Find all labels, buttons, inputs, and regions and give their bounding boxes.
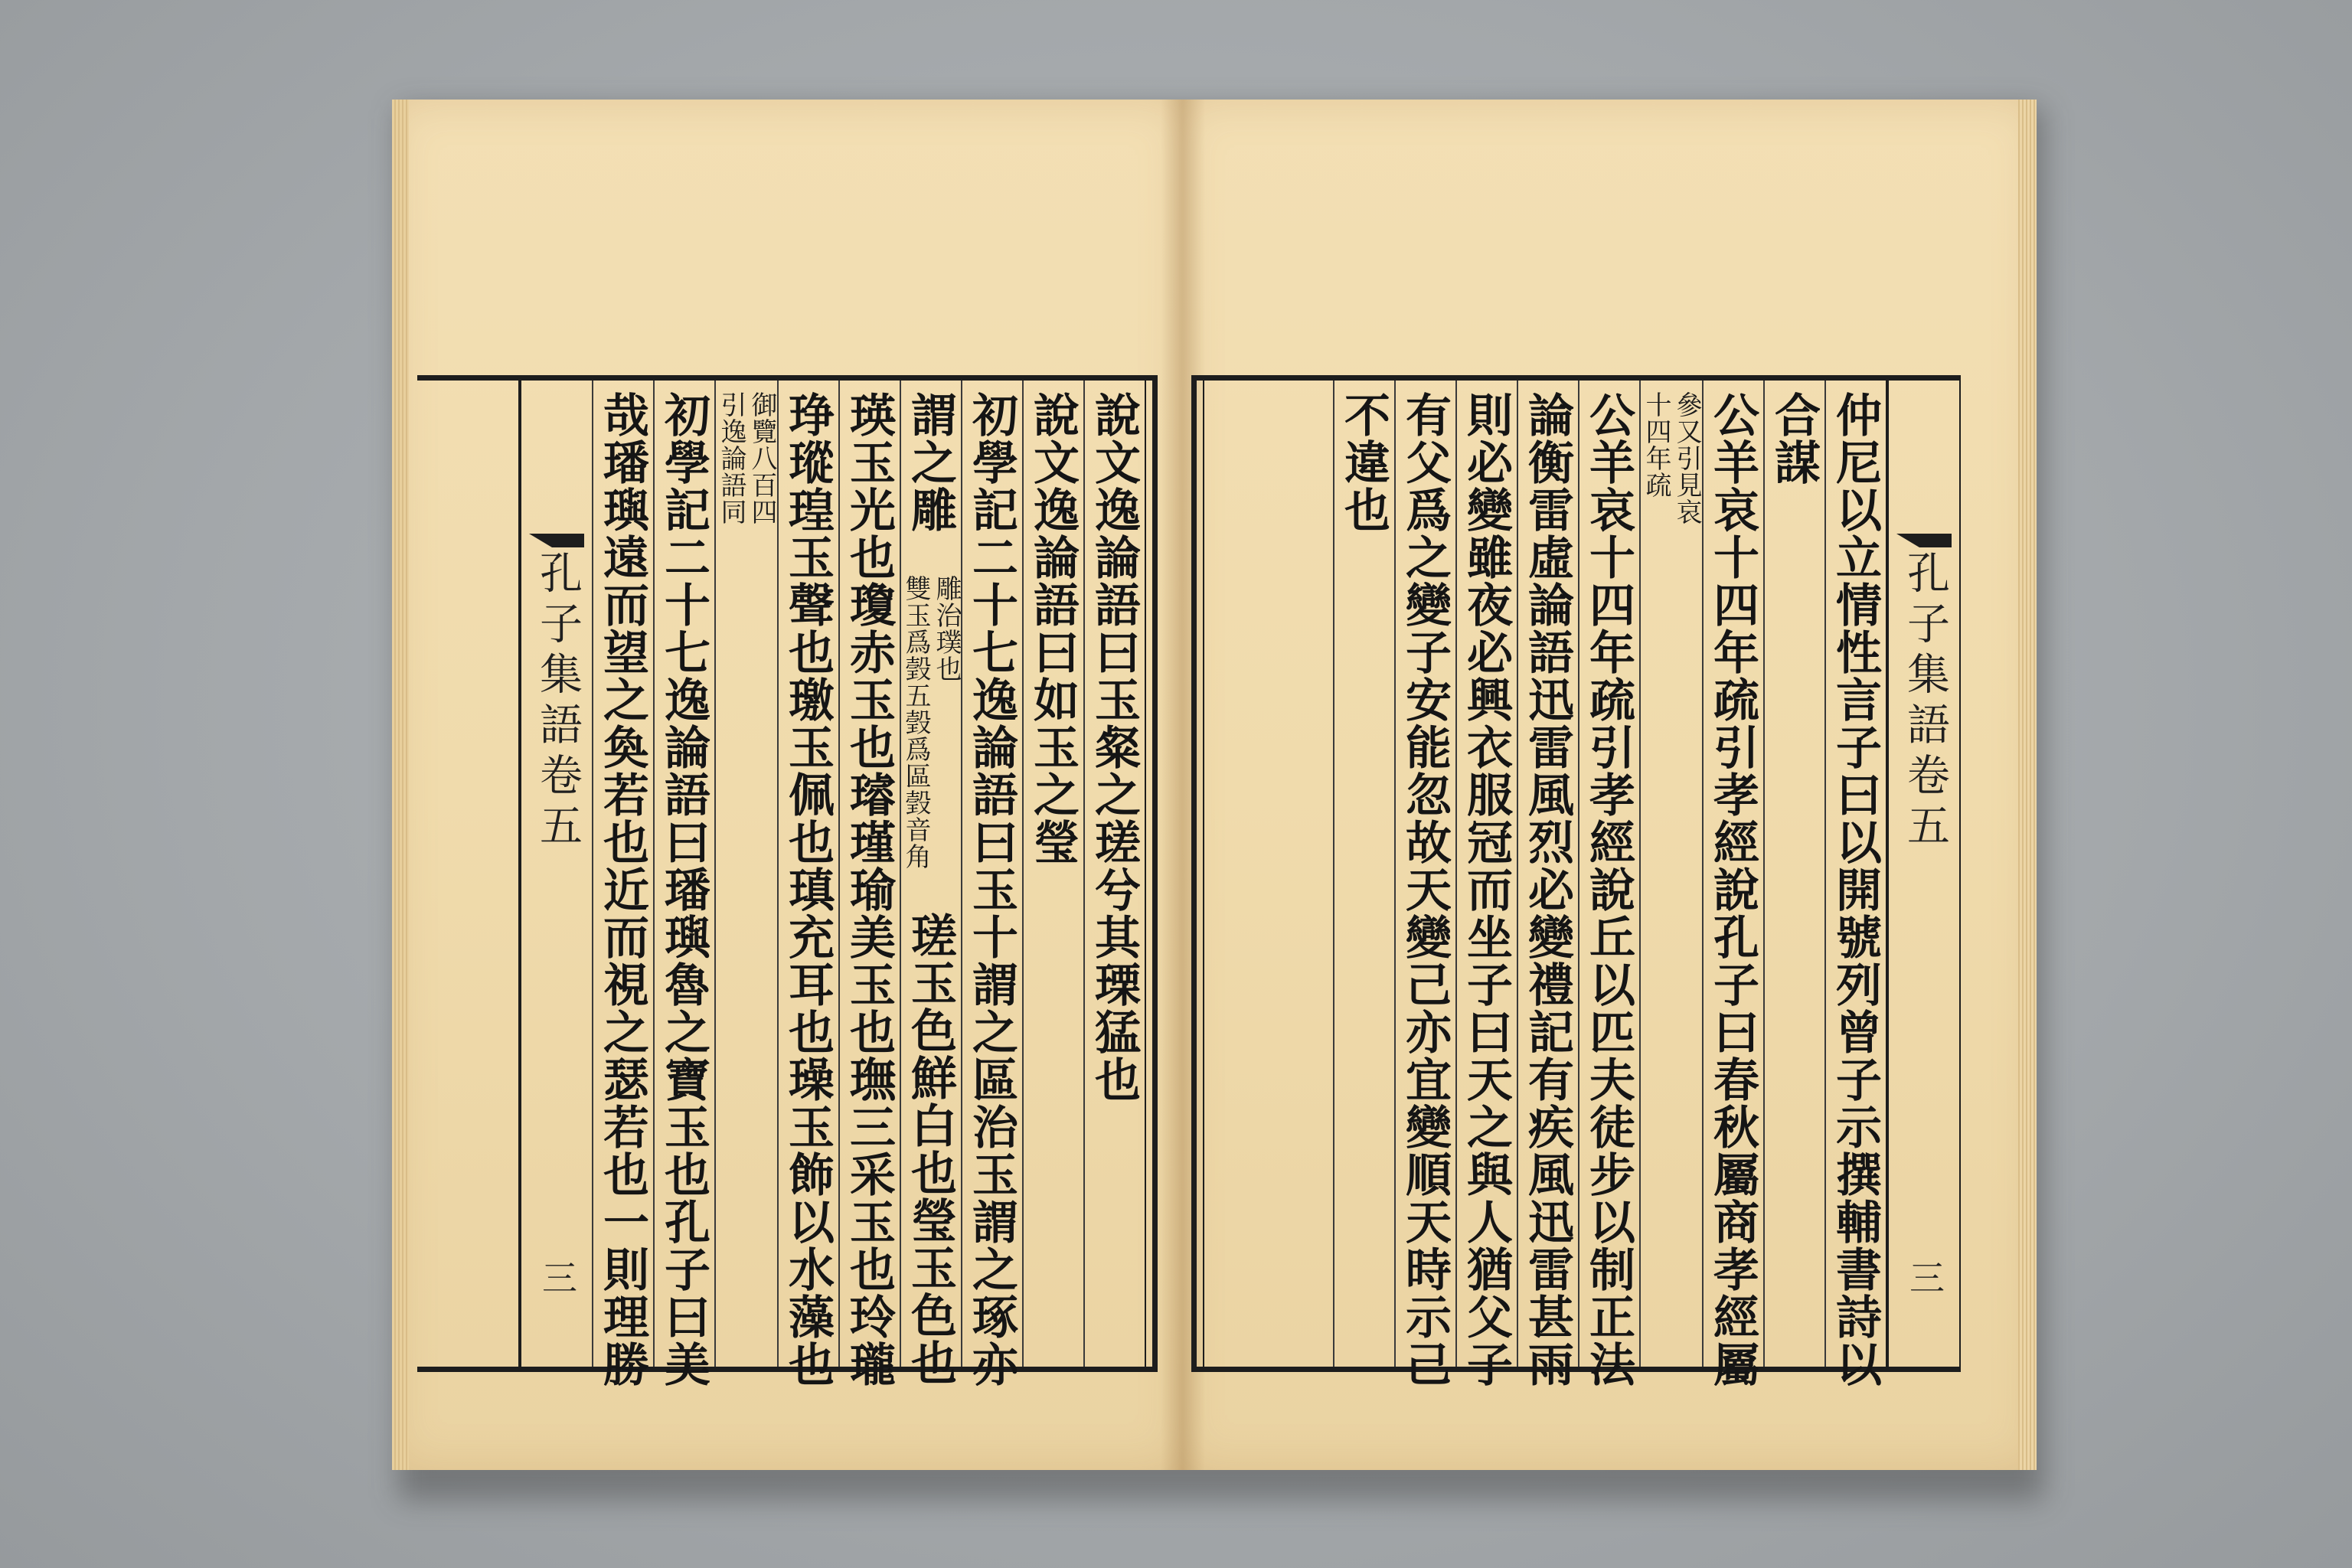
left-page-frame xyxy=(417,375,1158,1388)
column-text: 初學記二十七逸論語曰玉十謂之區治玉謂之琢亦 xyxy=(965,391,1018,1388)
text-column xyxy=(838,381,900,1388)
book-title-label: 孔子集語卷五 xyxy=(1900,550,1950,854)
annotation-pair xyxy=(716,391,777,525)
column-text: 論衡雷虛論語迅雷風烈必變禮記有疾風迅雷甚雨 xyxy=(1521,391,1574,1388)
text-column xyxy=(777,381,838,1388)
annotation-text-right: 雕治璞也 xyxy=(931,575,962,682)
annotation-pair xyxy=(901,575,961,870)
text-column xyxy=(961,381,1022,1388)
column-text: 初學記二十七逸論語曰璠璵魯之寶玉也孔子曰美 xyxy=(657,391,710,1388)
text-column xyxy=(1333,381,1394,1367)
fish-tail-mark xyxy=(529,534,584,547)
column-text: 瑛玉光也瓊赤玉也璿瑾瑜美玉也璑三采玉也玲瓏 xyxy=(842,391,896,1388)
annotation-text-left: 雙玉爲瑴五瑴爲區瑴音角 xyxy=(900,575,931,870)
column-text: 公羊哀十四年疏引孝經說丘以匹夫徒步以制正法 xyxy=(1582,391,1635,1388)
leaf-number: 三 xyxy=(1904,1259,1945,1295)
annotation-text-left: 引逸論語同 xyxy=(716,391,746,525)
column-text: 謂之雕 xyxy=(903,391,957,534)
annotation-pair xyxy=(1641,391,1702,525)
text-column xyxy=(1455,381,1517,1388)
center-fold-column xyxy=(1886,381,1959,1367)
text-column xyxy=(1517,381,1578,1388)
column-text-lower: 瑳玉色鮮白也瑩玉色也 xyxy=(903,912,957,1387)
annotation-text-right: 參又引見哀 xyxy=(1671,391,1702,525)
right-page-columns xyxy=(1206,381,1959,1388)
center-fold-column xyxy=(518,381,592,1367)
annotation-text-right: 御覽八百四 xyxy=(746,391,777,525)
text-column xyxy=(1394,381,1455,1388)
column-text: 不違也 xyxy=(1337,391,1390,534)
right-page-frame xyxy=(1191,375,1961,1388)
column-text: 琤瑽瑝玉聲也璬玉佩也瑱充耳也璪玉飾以水藻也 xyxy=(781,391,835,1388)
book-title-label: 孔子集語卷五 xyxy=(533,550,583,854)
annotation-column xyxy=(1639,381,1702,1367)
column-text: 則必變雖夜必興衣服冠而坐子曰天之與人猶父子 xyxy=(1459,391,1513,1388)
column-text: 有父爲之變子安能忽故天變己亦宜變順天時示己 xyxy=(1398,391,1452,1388)
text-column xyxy=(1824,381,1886,1388)
text-column xyxy=(653,381,714,1388)
column-text: 公羊哀十四年疏引孝經說孔子曰春秋屬商孝經屬 xyxy=(1706,391,1759,1388)
mixed-column xyxy=(900,381,962,1387)
annotation-text-left: 十四年疏 xyxy=(1641,391,1671,498)
text-column xyxy=(1578,381,1639,1388)
column-text: 哉璠璵遠而望之奐若也近而視之瑟若也一則理勝 xyxy=(596,391,649,1388)
leaf-number: 三 xyxy=(537,1259,578,1295)
fish-tail-mark xyxy=(1896,534,1952,547)
column-text: 說文逸論語曰如玉之瑩 xyxy=(1026,391,1080,866)
column-text: 說文逸論語曰玉粲之瑳兮其瑮猛也 xyxy=(1087,391,1141,1103)
text-column xyxy=(592,381,653,1388)
column-text: 仲尼以立情性言子曰以開號列曾子示撰輔書詩以 xyxy=(1828,391,1882,1388)
text-column xyxy=(1083,381,1145,1367)
text-column xyxy=(1022,381,1083,1367)
text-column xyxy=(1763,381,1824,1367)
text-column xyxy=(1702,381,1763,1388)
column-text: 合謀 xyxy=(1767,391,1821,486)
left-page-columns xyxy=(417,381,1145,1388)
annotation-column xyxy=(714,381,777,1367)
